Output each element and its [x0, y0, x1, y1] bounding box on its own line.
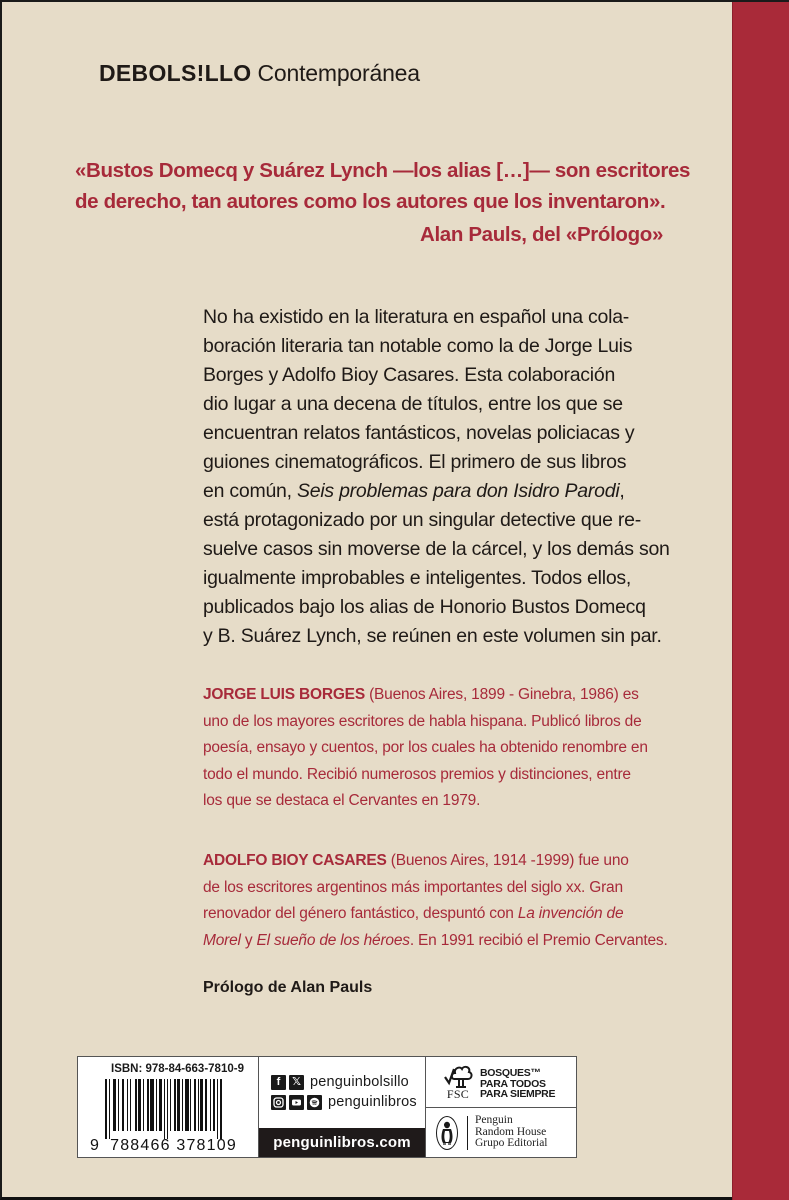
- quote-attribution: Alan Pauls, del «Prólogo»: [419, 223, 663, 246]
- synopsis-line: guiones cinematográficos. El primero de sus libros: [203, 451, 627, 473]
- social-handle: penguinlibros: [328, 1094, 417, 1110]
- quote-line: de derecho, tan autores como los autores que los inventaron».: [75, 190, 666, 213]
- synopsis-line: No ha existido en la literatura en español una cola-: [203, 306, 630, 328]
- social-handle: penguinbolsillo: [310, 1074, 409, 1090]
- barcode-digits: [90, 1137, 237, 1155]
- synopsis-line: igualmente improbables e inteligentes. Todos ellos,: [203, 567, 632, 589]
- book-title: Seis problemas para don Isidro Parodi: [296, 480, 620, 502]
- book-title: El sueño de los héroes: [256, 931, 410, 949]
- logos-block: [426, 1057, 576, 1157]
- series-line-name: Contemporánea: [257, 60, 420, 86]
- facebook-icon: f: [271, 1075, 286, 1090]
- bio-line: de los escritores argentinos más importantes del siglo xx. Gran: [203, 878, 623, 896]
- red-spine-edge: [732, 2, 789, 1200]
- barcode-bars: [105, 1079, 253, 1139]
- barcode: [78, 1057, 259, 1157]
- synopsis-line: encuentran relatos fantásticos, novelas policiacas y: [203, 422, 635, 444]
- social-row: [271, 1092, 425, 1112]
- synopsis-line: Borges y Adolfo Bioy Casares. Esta colaboración: [203, 364, 616, 386]
- synopsis-line: está protagonizado por un singular detective que re-: [203, 509, 641, 531]
- slogan-line: PARA SIEMPRE: [480, 1088, 556, 1101]
- penguin-icon: [436, 1116, 458, 1150]
- text: ,: [619, 480, 625, 502]
- book-title: Morel: [203, 931, 241, 949]
- synopsis-line: [203, 477, 703, 506]
- publisher-name: [475, 1115, 548, 1150]
- fsc-label: FSC: [446, 1086, 470, 1101]
- barcode-digit-group: 378109: [176, 1137, 237, 1154]
- social-media-block: [259, 1057, 426, 1157]
- bio-line: los que se destaca el Cervantes en 1979.: [203, 792, 481, 809]
- prologue-credit: Prólogo de Alan Pauls: [203, 979, 373, 996]
- fsc-certification: [426, 1057, 576, 1108]
- book-title: La invención de: [517, 905, 624, 922]
- text: . En 1991 recibió el Premio Cervantes.: [409, 931, 668, 949]
- bio-line: [203, 928, 713, 955]
- bio-line: [203, 848, 713, 875]
- bio-line: uno de los mayores escritores de habla hispana. Publicó libros de: [203, 712, 642, 730]
- quote-line: «Bustos Domecq y Suárez Lynch —los alias […]— son escritores: [75, 159, 691, 182]
- author-bio-bioy-casares: [203, 848, 713, 954]
- divider: [467, 1116, 468, 1150]
- synopsis-line: y B. Suárez Lynch, se reúnen en este volumen sin par.: [203, 625, 662, 647]
- author-name: JORGE LUIS BORGES: [203, 686, 365, 703]
- synopsis: [203, 303, 703, 651]
- publisher-line: Grupo Editorial: [475, 1137, 548, 1150]
- synopsis-line: publicados bajo los alias de Honorio Bustos Domecq: [203, 596, 646, 618]
- fsc-tree-icon: [443, 1063, 473, 1089]
- bio-line: [203, 682, 713, 709]
- penguin-random-house-logo: [426, 1108, 576, 1157]
- series-header: [99, 60, 420, 87]
- barcode-digit: 9: [90, 1137, 101, 1154]
- publisher-line: Random House: [475, 1125, 547, 1138]
- barcode-digit-group: 788466: [110, 1137, 171, 1154]
- pull-quote: [75, 155, 691, 250]
- slogan-line: BOSQUES™: [480, 1067, 541, 1080]
- bio-line: poesía, ensayo y cuentos, por los cuales ha obtenido renombre en: [203, 739, 648, 756]
- book-back-cover: [2, 2, 734, 1200]
- isbn-label: ISBN: 978-84-663-7810-9: [111, 1063, 244, 1075]
- text: y: [240, 931, 257, 949]
- author-bio-borges: [203, 682, 713, 815]
- x-icon: 𝕏: [289, 1075, 304, 1090]
- publisher-line: Penguin: [475, 1114, 513, 1127]
- synopsis-line: suelve casos sin moverse de la cárcel, y los demás son: [203, 538, 670, 560]
- fsc-logo: [438, 1063, 478, 1102]
- publisher-website[interactable]: penguinlibros.com: [259, 1128, 425, 1157]
- text: (Buenos Aires, 1914 -1999) fue uno: [386, 852, 629, 869]
- publisher-brand: DEBOLS!LLO: [99, 60, 252, 86]
- publisher-info-box: [77, 1056, 577, 1158]
- fsc-slogan: [480, 1068, 555, 1100]
- text: (Buenos Aires, 1899 - Ginebra, 1986) es: [364, 686, 639, 703]
- instagram-icon: [271, 1095, 286, 1110]
- social-row: [271, 1072, 425, 1092]
- slogan-line: PARA TODOS: [480, 1077, 546, 1090]
- youtube-icon: [289, 1095, 304, 1110]
- bio-line: [203, 901, 713, 928]
- synopsis-line: dio lugar a una decena de títulos, entre los que se: [203, 393, 623, 415]
- text: en común,: [203, 480, 297, 502]
- bio-line: todo el mundo. Recibió numerosos premios y distinciones, entre: [203, 765, 631, 783]
- spotify-icon: [307, 1095, 322, 1110]
- author-name: ADOLFO BIOY CASARES: [203, 852, 387, 869]
- synopsis-line: boración literaria tan notable como la de Jorge Luis: [203, 335, 633, 357]
- text: renovador del género fantástico, despuntó con: [203, 905, 518, 922]
